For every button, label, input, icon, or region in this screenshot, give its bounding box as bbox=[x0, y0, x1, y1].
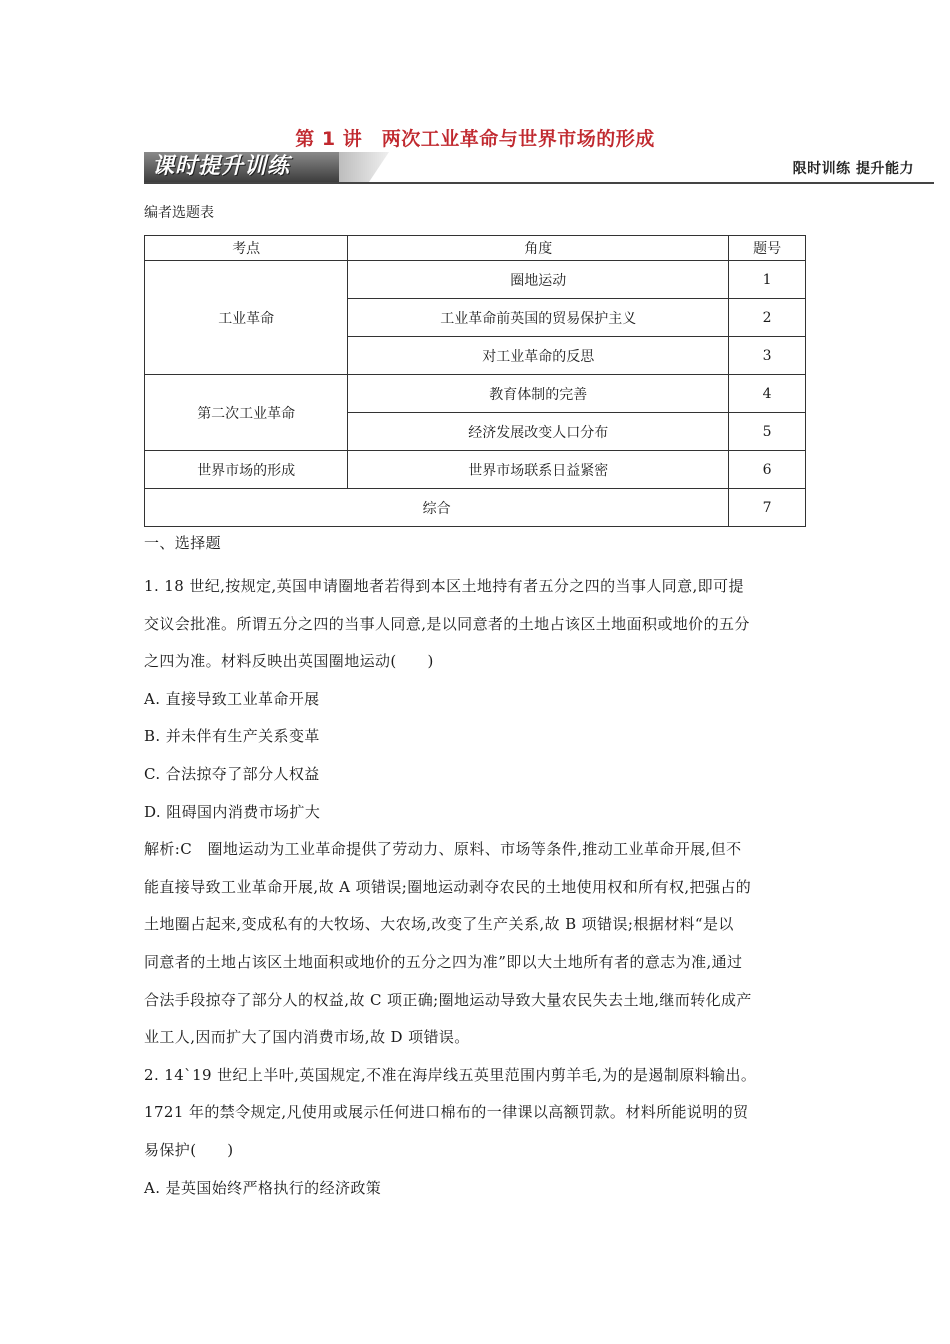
topic-cell: 工业革命 bbox=[145, 261, 348, 375]
angle-cell: 对工业革命的反思 bbox=[348, 337, 729, 375]
topic-selection-table bbox=[144, 235, 806, 527]
banner-divider bbox=[144, 182, 934, 184]
question-1-text-line: 交议会批准。所谓五分之四的当事人同意,是以同意者的土地占该区土地面积或地价的五分 bbox=[144, 614, 750, 633]
question-1-option-a: A. 直接导致工业革命开展 bbox=[144, 689, 320, 708]
question-2-option-a: A. 是英国始终严格执行的经济政策 bbox=[144, 1178, 382, 1197]
angle-cell: 经济发展改变人口分布 bbox=[348, 413, 729, 451]
number-cell: 1 bbox=[729, 261, 806, 299]
question-1-analysis-line: 业工人,因而扩大了国内消费市场,故 D 项错误。 bbox=[144, 1028, 470, 1047]
question-1-analysis-line: 解析:C 圈地运动为工业革命提供了劳动力、原料、市场等条件,推动工业革命开展,但不 bbox=[144, 840, 742, 859]
table-row bbox=[145, 375, 806, 413]
question-1-analysis-line: 同意者的土地占该区土地面积或地价的五分之四为准”即以大土地所有者的意志为准,通过 bbox=[144, 952, 743, 971]
number-cell: 4 bbox=[729, 375, 806, 413]
angle-cell: 教育体制的完善 bbox=[348, 375, 729, 413]
page-title: 第 1 讲 两次工业革命与世界市场的形成 bbox=[295, 128, 655, 150]
topic-cell: 世界市场的形成 bbox=[145, 451, 348, 489]
number-cell: 7 bbox=[729, 489, 806, 527]
question-1-option-d: D. 阻碍国内消费市场扩大 bbox=[144, 802, 321, 821]
angle-cell: 圈地运动 bbox=[348, 261, 729, 299]
question-1-option-b: B. 并未伴有生产关系变革 bbox=[144, 727, 320, 746]
banner-slogan: 限时训练 提升能力 bbox=[792, 161, 914, 177]
banner-badge-label: 课时提升训练 bbox=[152, 154, 291, 179]
number-cell: 2 bbox=[729, 299, 806, 337]
table-row bbox=[145, 451, 806, 489]
question-1-analysis-line: 土地圈占起来,变成私有的大牧场、大农场,改变了生产关系,故 B 项错误;根据材料“是以 bbox=[144, 915, 734, 934]
question-1-text-line: 之四为准。材料反映出英国圈地运动( ) bbox=[144, 652, 434, 671]
angle-cell: 工业革命前英国的贸易保护主义 bbox=[348, 299, 729, 337]
header-cell-angle: 角度 bbox=[348, 236, 729, 261]
section-heading: 一、选择题 bbox=[144, 534, 222, 552]
banner-tail-decoration bbox=[339, 152, 389, 182]
number-cell: 5 bbox=[729, 413, 806, 451]
table-header-row bbox=[145, 236, 806, 261]
table-row-summary bbox=[145, 489, 806, 527]
number-cell: 6 bbox=[729, 451, 806, 489]
table-caption: 编者选题表 bbox=[144, 205, 214, 221]
question-1-analysis-line: 能直接导致工业革命开展,故 A 项错误;圈地运动剥夺农民的土地使用权和所有权,把强占的 bbox=[144, 877, 752, 896]
question-1-analysis-line: 合法手段掠夺了部分人的权益,故 C 项正确;圈地运动导致大量农民失去土地,继而转化成产 bbox=[144, 990, 752, 1009]
question-content bbox=[144, 532, 814, 1207]
topic-cell: 第二次工业革命 bbox=[145, 375, 348, 451]
question-1-option-c: C. 合法掠夺了部分人权益 bbox=[144, 764, 320, 783]
question-1-text-line: 1. 18 世纪,按规定,英国申请圈地者若得到本区土地持有者五分之四的当事人同意,即可提 bbox=[144, 577, 744, 595]
question-2-text-line: 1721 年的禁令规定,凡使用或展示任何进口棉布的一律课以高额罚款。材料所能说明的贸 bbox=[144, 1103, 749, 1122]
header-cell-number: 题号 bbox=[729, 236, 806, 261]
angle-cell: 世界市场联系日益紧密 bbox=[348, 451, 729, 489]
number-cell: 3 bbox=[729, 337, 806, 375]
header-cell-topic: 考点 bbox=[145, 236, 348, 261]
question-2-text-line: 易保护( ) bbox=[144, 1140, 234, 1159]
section-banner bbox=[144, 152, 934, 186]
question-2-text-line: 2. 14`19 世纪上半叶,英国规定,不准在海岸线五英里范围内剪羊毛,为的是遏制原料输出。 bbox=[144, 1065, 757, 1084]
table-row bbox=[145, 261, 806, 299]
summary-cell: 综合 bbox=[145, 489, 729, 527]
